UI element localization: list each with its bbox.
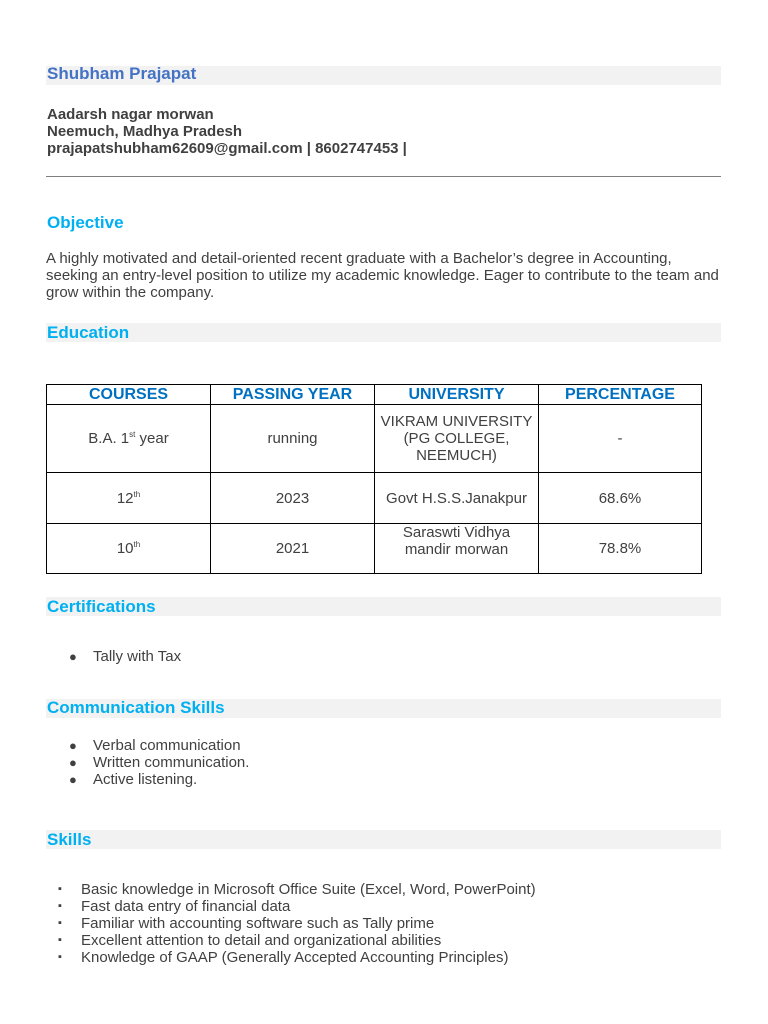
column-header-courses: COURSES [47,385,211,405]
course-cell: 10th [47,524,211,574]
table-row [47,473,702,524]
education-band [46,323,721,342]
skills-list [46,881,536,966]
square-bullet-icon: ▪ [58,917,62,929]
list-item: ● Active listening. [69,771,198,788]
square-bullet-icon: ▪ [58,883,62,895]
university-cell: Saraswti Vidhya mandir morwan [375,524,539,574]
candidate-name: Shubham Prajapat [47,64,197,83]
certifications-heading: Certifications [47,597,156,616]
table-row [47,524,702,574]
list-item: ● Verbal communication [69,737,241,754]
contact-block [47,106,407,157]
bullet-icon: ● [69,755,77,770]
list-item: ▪ Basic knowledge in Microsoft Office Suite (Excel, Word, PowerPoint) [58,881,536,898]
square-bullet-icon: ▪ [58,951,62,963]
square-bullet-icon: ▪ [58,900,62,912]
table-row [47,405,702,473]
list-item: ● Written communication. [69,754,250,771]
column-header-university: UNIVERSITY [375,385,539,405]
education-table-header [47,385,702,405]
column-header-passing-year: PASSING YEAR [211,385,375,405]
percentage-cell: - [539,405,702,473]
address-line-1: Aadarsh nagar morwan [47,106,214,123]
communication-list [46,737,249,788]
percentage-cell: 68.6% [539,473,702,524]
header-divider [46,176,721,177]
bullet-icon: ● [69,738,77,753]
communication-heading: Communication Skills [47,698,225,717]
passing-year-cell: 2021 [211,524,375,574]
list-item: ▪ Familiar with accounting software such as Tally prime [58,915,435,932]
column-header-percentage: PERCENTAGE [539,385,702,405]
course-cell: 12th [47,473,211,524]
list-item: ● Tally with Tax [69,648,182,665]
objective-heading: Objective [47,213,124,232]
education-heading: Education [47,323,130,342]
bullet-icon: ● [69,649,77,664]
university-cell: VIKRAM UNIVERSITY (PG COLLEGE, NEEMUCH) [375,405,539,473]
square-bullet-icon: ▪ [58,934,62,946]
passing-year-cell: 2023 [211,473,375,524]
percentage-cell: 78.8% [539,524,702,574]
bullet-icon: ● [69,772,77,787]
passing-year-cell: running [211,405,375,473]
skills-band [46,830,721,849]
objective-text: A highly motivated and detail-oriented recent graduate with a Bachelor’s degree in Accounting, seeking an entry-level position to utilize my academic knowledge. Eager to contribute to the team and grow within the company. [46,250,719,301]
course-cell: B.A. 1st year [47,405,211,473]
list-item: ▪ Excellent attention to detail and organizational abilities [58,932,442,949]
certifications-list [46,648,181,665]
list-item: ▪ Knowledge of GAAP (Generally Accepted Accounting Principles) [58,949,509,966]
list-item: ▪ Fast data entry of financial data [58,898,291,915]
education-table [46,384,702,574]
university-cell: Govt H.S.S.Janakpur [375,473,539,524]
email-phone-line: prajapatshubham62609@gmail.com | 8602747453 | [47,140,407,157]
skills-heading: Skills [47,830,92,849]
address-line-2: Neemuch, Madhya Pradesh [47,123,243,140]
